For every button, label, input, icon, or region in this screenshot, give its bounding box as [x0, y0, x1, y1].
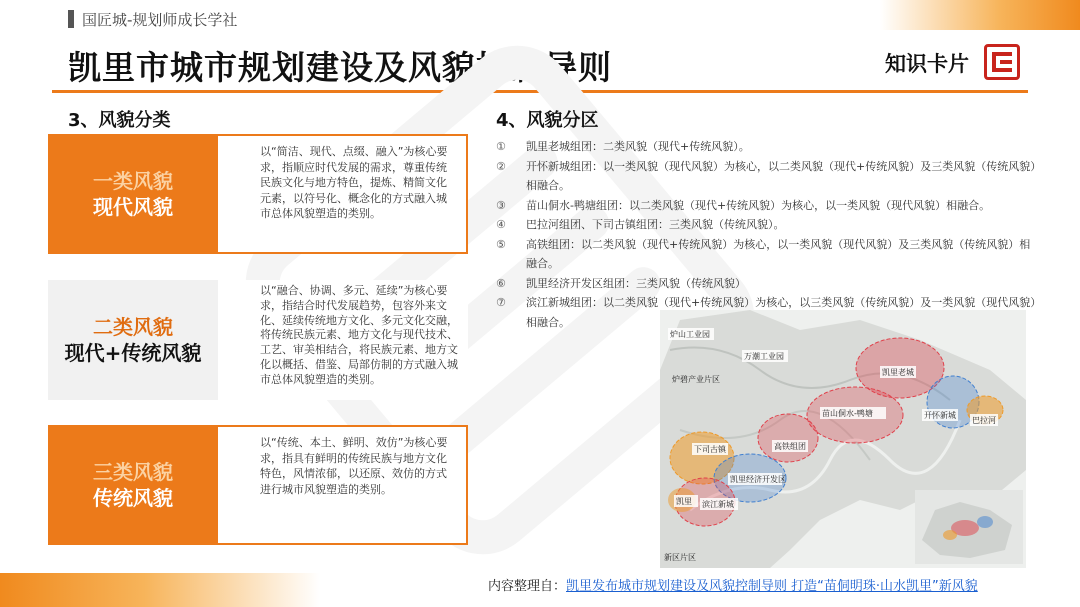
- list-item: ② 开怀新城组团：以一类风貌（现代风貌）为核心，以二类风貌（现代+传统风貌）及三类风貌（传统风貌）相融合。: [496, 159, 1036, 192]
- list-item: ① 凯里老城组团：二类风貌（现代+传统风貌）。: [496, 140, 750, 153]
- category-2-name: 二类风貌: [93, 315, 173, 339]
- map-label: 万潮工业园: [744, 352, 784, 361]
- knowledge-card-label: 知识卡片: [885, 52, 969, 76]
- title-divider: [52, 90, 1028, 93]
- category-2-description: 以“融合、协调、多元、延续”为核心要求，指结合时代发展趋势，包容外来文化、延续传统地方文化、多元文化交融，将传统民族元素、地方文化与现代技术、工艺、审美相结合，将民族元素、地方文化以概括、借鉴、局部仿制的方式融入城市总体风貌塑造的类别。: [218, 280, 468, 400]
- guojiangcheng-logo-icon: [984, 44, 1020, 80]
- list-item: ⑥ 凯里经济开发区组团：三类风貌（传统风貌）: [496, 276, 746, 290]
- map-label: 凯里老城: [882, 368, 914, 377]
- map-label: 凯里经济开发区: [730, 475, 786, 484]
- credit-prefix: 内容整理自：: [488, 579, 567, 594]
- category-2-box: [48, 280, 218, 400]
- category-3-name: 三类风貌: [93, 460, 173, 484]
- brand-text: 国匠城-规划师成长学社: [82, 11, 238, 29]
- map-label: 新区片区: [664, 553, 696, 562]
- map-label: 凯里: [676, 497, 692, 506]
- zone-list: [496, 137, 1036, 332]
- list-item: ④ 巴拉河组团、下司古镇组团：三类风貌（传统风貌）。: [496, 218, 785, 231]
- map-label: 巴拉河: [972, 416, 996, 425]
- zoning-map: [660, 310, 1026, 568]
- list-item: ③ 苗山侗水-鸭塘组团：以二类风貌（现代+传统风貌）为核心，以一类风貌（现代风貌）相融合。: [496, 198, 991, 212]
- map-label: 苗山侗水-鸭塘: [822, 409, 873, 418]
- map-label: 炉山工业园: [670, 330, 710, 339]
- bottom-left-gradient: [0, 573, 320, 607]
- map-label: 下司古镇: [694, 445, 726, 454]
- zoning-map-svg: [660, 310, 1026, 568]
- brand-bar: [68, 10, 74, 28]
- map-label: 炉碧产业片区: [672, 375, 720, 384]
- category-3-style: 传统风貌: [93, 486, 173, 510]
- category-3-description: 以“传统、本土、鲜明、效仿”为核心要求，指具有鲜明的传统民族与地方文化特色，风情浓郁，以还原、效仿的方式进行城市风貌塑造的类别。: [218, 425, 468, 545]
- category-1-description: 以“简洁、现代、点缀、融入”为核心要求，指顺应时代发展的需求，尊重传统民族文化与地方特色，提炼、精简文化元素，以符号化、概念化的方式融入城市总体风貌塑造的类别。: [218, 134, 468, 254]
- category-1-style: 现代风貌: [93, 195, 173, 219]
- section-title-zoning: 4、风貌分区: [496, 110, 599, 131]
- list-item: ⑦ 滨江新城组团：以二类风貌（现代+传统风貌）为核心，以三类风貌（传统风貌）及一类风貌（现代风貌）相融合。: [496, 296, 1036, 329]
- map-label: 滨江新城: [702, 500, 734, 509]
- top-right-gradient: [880, 0, 1080, 30]
- category-1-name: 一类风貌: [93, 169, 173, 193]
- footer-credit: [488, 575, 978, 594]
- map-label: 高铁组团: [774, 442, 806, 451]
- map-label: 开怀新城: [924, 411, 956, 420]
- category-2-style: 现代+传统风貌: [64, 341, 202, 365]
- section-title-classification: 3、风貌分类: [68, 110, 171, 131]
- page-title: 凯里市城市规划建设及风貌控制导则: [68, 48, 612, 87]
- category-3-box: [48, 425, 218, 545]
- category-1-box: [48, 134, 218, 254]
- source-link[interactable]: 凯里发布城市规划建设及风貌控制导则 打造“苗侗明珠·山水凯里”新风貌: [566, 579, 978, 594]
- list-item: ⑤ 高铁组团：以二类风貌（现代+传统风貌）为核心，以一类风貌（现代风貌）及三类风貌（传统风貌）相融合。: [496, 237, 1031, 270]
